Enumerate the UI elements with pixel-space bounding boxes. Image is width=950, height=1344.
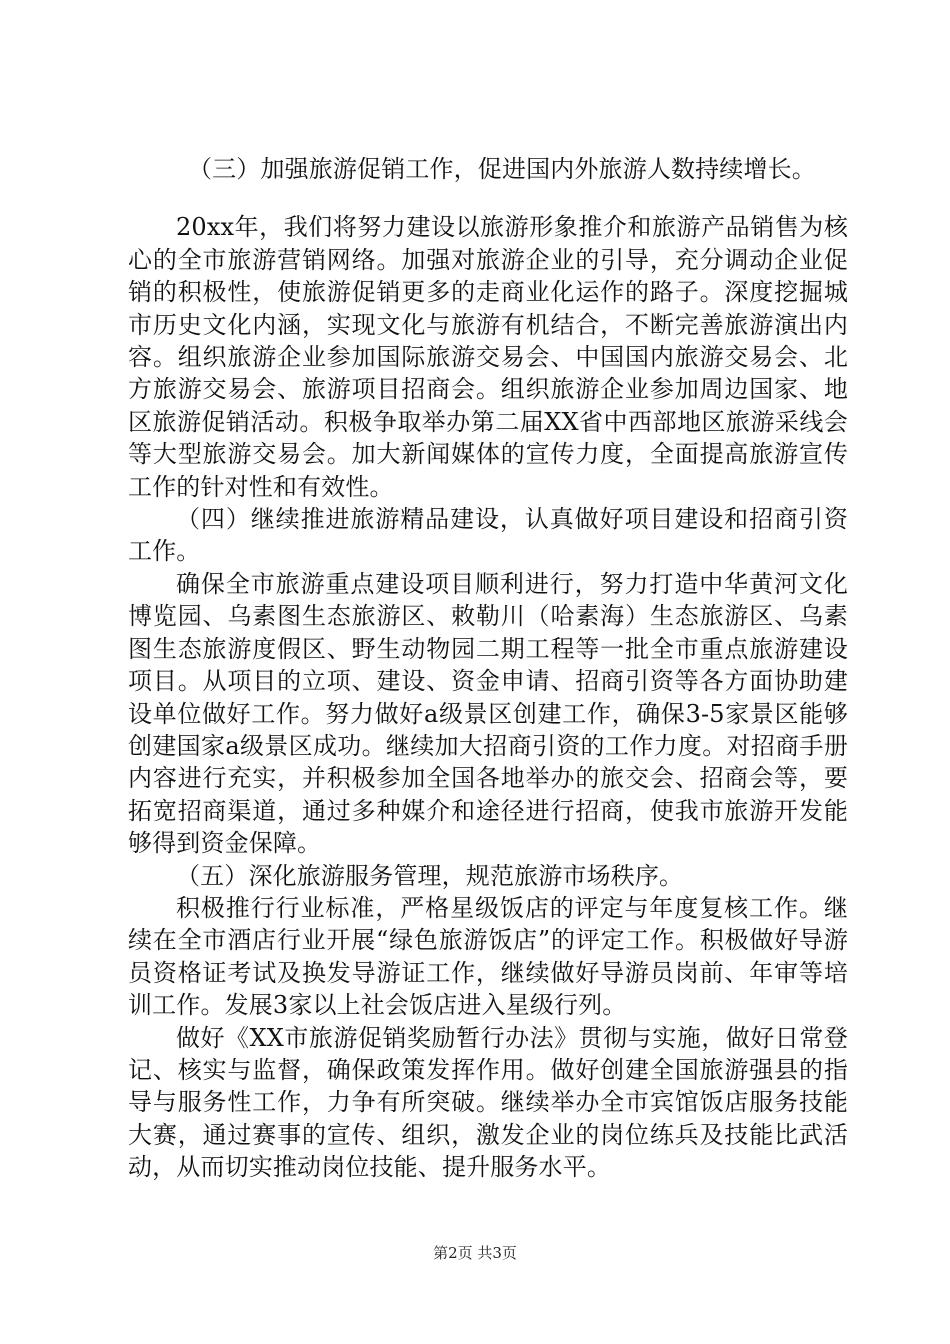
- section-heading-4: （四）继续推进旅游精品建设，认真做好项目建设和招商引资工作。: [128, 505, 848, 566]
- body-paragraph: 做好《XX市旅游促销奖励暂行办法》贯彻与实施，做好日常登记、核实与监督，确保政策发挥作用。做好创建全国旅游强县的指导与服务性工作，力争有所突破。继续举办全市宾馆饭店服务技能大赛，通过赛事的宣传、组织，激发企业的岗位练兵及技能比武活动，从而切实推动岗位技能、提升服务水平。: [128, 1023, 848, 1182]
- document-body: [128, 153, 848, 1184]
- body-paragraph: 确保全市旅游重点建设项目顺利进行，努力打造中华黄河文化博览园、乌素图生态旅游区、敕勒川（哈素海）生态旅游区、乌素图生态旅游度假区、野生动物园二期工程等一批全市重点旅游建设项目。从项目的立项、建设、资金申请、招商引资等各方面协助建设单位做好工作。努力做好a级景区创建工作，确保3-5家景区能够创建国家a级景区成功。继续加大招商引资的工作力度。对招商手册内容进行充实，并积极参加全国各地举办的旅交会、招商会等，要拓宽招商渠道，通过多种媒介和途径进行招商，使我市旅游开发能够得到资金保障。: [128, 569, 848, 858]
- body-paragraph: 20xx年，我们将努力建设以旅游形象推介和旅游产品销售为核心的全市旅游营销网络。加强对旅游企业的引导，充分调动企业促销的积极性，使旅游促销更多的走商业化运作的路子。深度挖掘城市历史文化内涵，实现文化与旅游有机结合，不断完善旅游演出内容。组织旅游企业参加国际旅游交易会、中国国内旅游交易会、北方旅游交易会、旅游项目招商会。组织旅游企业参加周边国家、地区旅游促销活动。积极争取举办第二届XX省中西部地区旅游采线会等大型旅游交易会。加大新闻媒体的宣传力度，全面提高旅游宣传工作的针对性和有效性。: [128, 213, 848, 501]
- body-paragraph: 积极推行行业标准，严格星级饭店的评定与年度复核工作。继续在全市酒店行业开展“绿色旅游饭店”的评定工作。积极做好导游员资格证考试及换发导游证工作，继续做好导游员岗前、年审等培训工作。发展3家以上社会饭店进入星级行列。: [128, 893, 848, 1020]
- section-heading-5: （五）深化旅游服务管理，规范旅游市场秩序。: [176, 861, 684, 890]
- section-heading-3: （三）加强旅游促销工作，促进国内外旅游人数持续增长。: [188, 155, 816, 183]
- page-footer: 第2页 共3页: [433, 1244, 517, 1262]
